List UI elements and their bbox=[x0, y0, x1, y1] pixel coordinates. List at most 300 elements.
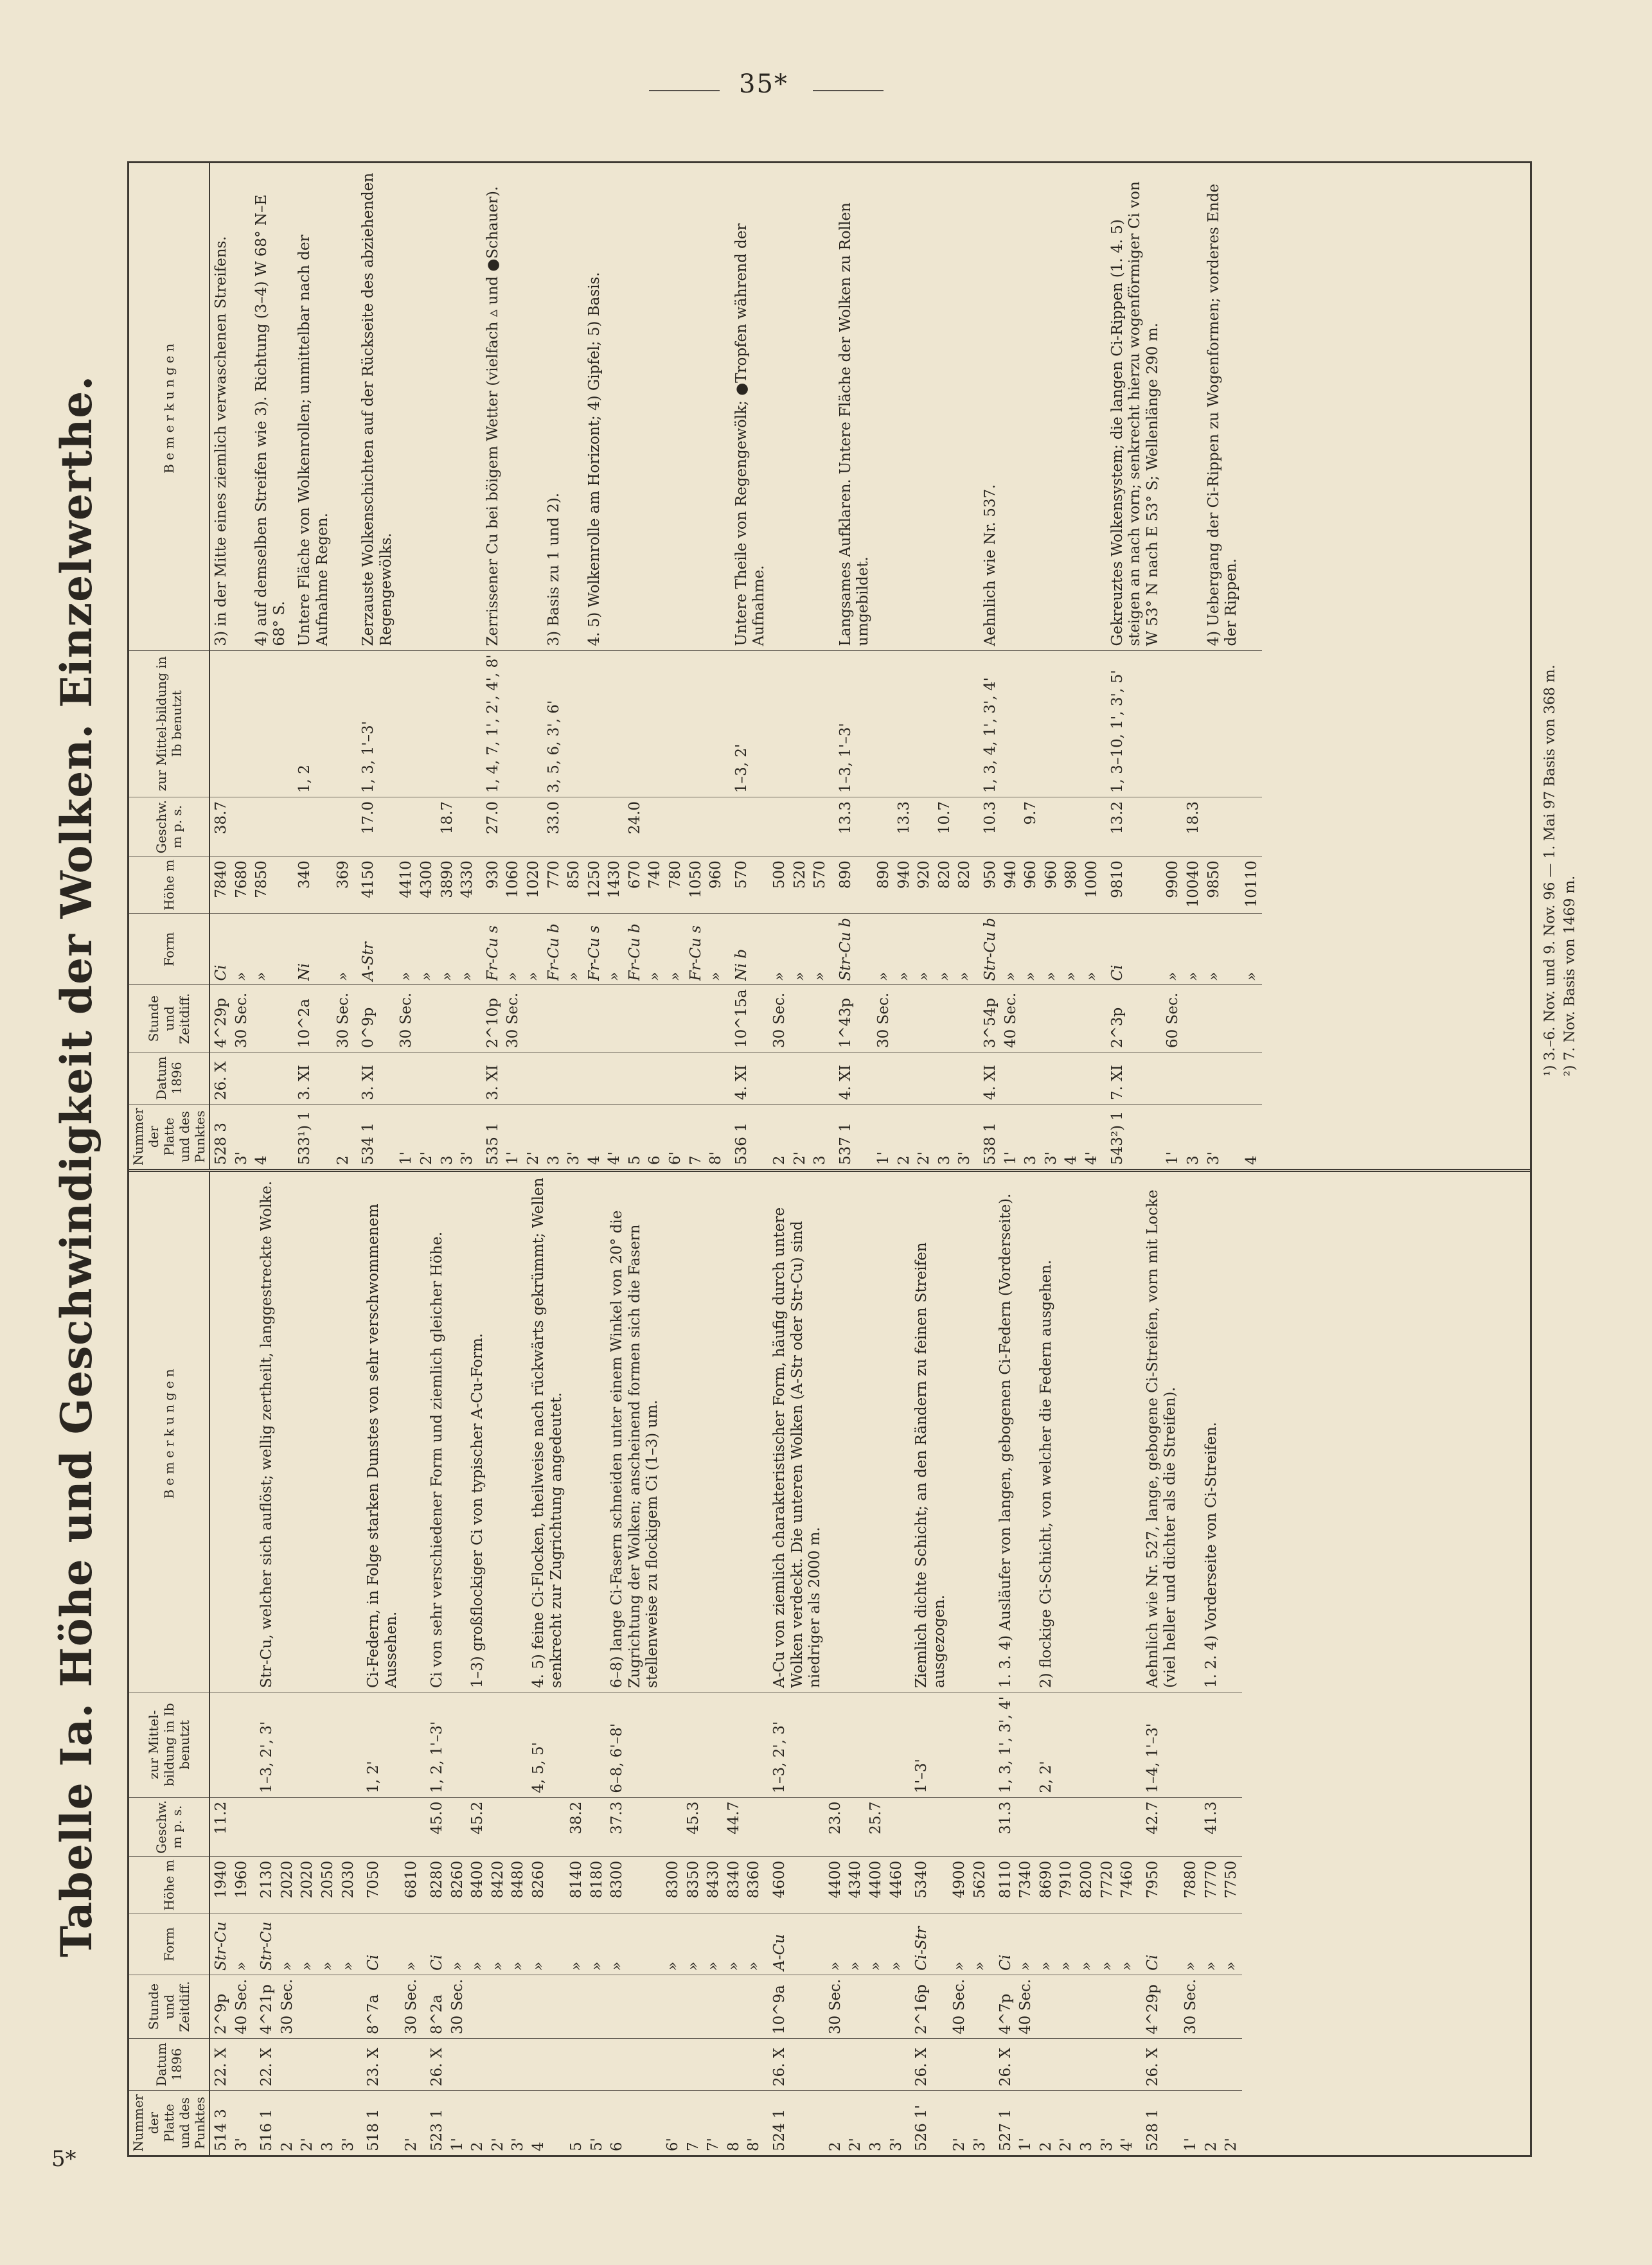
row-form: Ci bbox=[209, 914, 232, 985]
row-form: Str-Cu bbox=[252, 1914, 278, 1975]
row-hoehe: 520 bbox=[790, 857, 811, 914]
row-hoehe: 1940 bbox=[209, 1856, 232, 1914]
row-nr: 5' bbox=[587, 2091, 608, 2156]
row-hoehe: 7720 bbox=[1097, 1856, 1118, 1914]
table-row bbox=[564, 163, 585, 1169]
row-hoehe: 8180 bbox=[587, 1856, 608, 1914]
row-datum bbox=[704, 2039, 724, 2091]
row-nr: 3 bbox=[438, 1105, 458, 1169]
table-row bbox=[209, 1172, 232, 2155]
row-bemerkung: 4) auf demselben Streifen wie 3). Richtung (3–4) W 68° N–E 68° S. bbox=[253, 194, 288, 646]
header-bemerkungen: Bemerkungen bbox=[129, 163, 209, 650]
row-nr: 536 1 bbox=[727, 1105, 770, 1169]
row-geschw bbox=[333, 797, 354, 856]
row-nr: 3' bbox=[1097, 2091, 1118, 2156]
row-hoehe: 2020 bbox=[278, 1856, 298, 1914]
row-bemerkung bbox=[770, 163, 790, 650]
row-stunde bbox=[724, 1975, 745, 2038]
row-form: » bbox=[1163, 914, 1184, 985]
row-datum bbox=[1163, 1053, 1184, 1105]
row-stunde: 30 Sec. bbox=[770, 985, 790, 1053]
row-mittel bbox=[209, 650, 232, 797]
row-stunde bbox=[625, 985, 646, 1053]
row-geschw bbox=[359, 1797, 402, 1856]
table-row bbox=[587, 1172, 608, 2155]
row-geschw bbox=[587, 1797, 608, 1856]
row-form: » bbox=[529, 1914, 567, 1975]
row-mittel bbox=[704, 1692, 724, 1797]
table-row bbox=[1181, 1172, 1202, 2155]
row-bemerkung bbox=[438, 163, 458, 650]
row-geschw bbox=[887, 1797, 907, 1856]
row-geschw: 41.3 bbox=[1202, 1797, 1222, 1856]
row-nr: 1' bbox=[1163, 1105, 1184, 1169]
row-bemerkung bbox=[278, 1172, 298, 1692]
table-row bbox=[950, 1172, 970, 2155]
table-row bbox=[503, 163, 524, 1169]
row-bemerkung: Zerzauste Wolkenschichten auf der Rückseite des abziehenden Regengewölks. bbox=[360, 172, 395, 646]
row-hoehe: 570 bbox=[727, 857, 770, 914]
row-mittel bbox=[1221, 1692, 1242, 1797]
row-hoehe: 4410 bbox=[396, 857, 417, 914]
row-geschw bbox=[1016, 1797, 1036, 1856]
table-row bbox=[209, 163, 232, 1169]
row-mittel bbox=[826, 1692, 846, 1797]
row-bemerkung bbox=[232, 163, 253, 650]
row-form: Fr-Cu b bbox=[625, 914, 646, 985]
row-hoehe: 4900 bbox=[950, 1856, 970, 1914]
row-geschw bbox=[1077, 1797, 1097, 1856]
row-datum: 23. X bbox=[359, 2039, 402, 2091]
row-nr: 4' bbox=[1117, 2091, 1138, 2156]
row-geschw bbox=[706, 797, 727, 856]
row-hoehe: 9850 bbox=[1204, 857, 1242, 914]
row-mittel bbox=[1204, 650, 1242, 797]
row-geschw bbox=[1097, 1797, 1118, 1856]
row-stunde bbox=[666, 985, 686, 1053]
row-geschw: 44.7 bbox=[724, 1797, 745, 1856]
table-row bbox=[907, 1172, 950, 2155]
row-hoehe: 7340 bbox=[1016, 1856, 1036, 1914]
row-datum bbox=[1184, 1053, 1204, 1105]
row-datum bbox=[252, 1053, 290, 1105]
row-datum: 3. XI bbox=[478, 1053, 504, 1105]
row-form: » bbox=[1021, 914, 1042, 985]
header-nr: Nummer der Platte und des Punktes bbox=[129, 2091, 209, 2156]
row-nr: 1' bbox=[1001, 1105, 1022, 1169]
row-mittel: 4, 5, 5' bbox=[529, 1692, 567, 1797]
row-bemerkung: Gekreuztes Wolkensystem; die langen Ci-Rippen (1. 4. 5) steigen an nach vorn; senkrecht hierzu wogenförmiger Ci von W 53° N nach E 53° S; Wellenlänge 290 m. bbox=[1108, 181, 1161, 646]
row-geschw bbox=[396, 797, 417, 856]
row-hoehe: 960 bbox=[1042, 857, 1062, 914]
row-stunde bbox=[955, 985, 975, 1053]
row-stunde: 40 Sec. bbox=[232, 1975, 253, 2038]
row-mittel: 1–3, 1'–3' bbox=[831, 650, 874, 797]
row-hoehe: 8300 bbox=[607, 1856, 663, 1914]
row-bemerkung: Aehnlich wie Nr. 537. bbox=[981, 484, 999, 646]
row-nr: 526 1' bbox=[907, 2091, 950, 2156]
table-row bbox=[1202, 1172, 1222, 2155]
row-nr: 4' bbox=[1082, 1105, 1103, 1169]
row-stunde: 4^29p bbox=[1138, 1975, 1181, 2038]
row-geschw bbox=[508, 1797, 529, 1856]
table-row bbox=[1103, 163, 1164, 1169]
table-row bbox=[826, 1172, 846, 2155]
row-hoehe: 7750 bbox=[1221, 1856, 1242, 1914]
row-geschw bbox=[1242, 797, 1263, 856]
row-hoehe: 4340 bbox=[846, 1856, 866, 1914]
row-hoehe: 4600 bbox=[765, 1856, 826, 1914]
row-hoehe: 8690 bbox=[1036, 1856, 1057, 1914]
row-mittel bbox=[252, 650, 290, 797]
row-mittel bbox=[457, 650, 478, 797]
row-bemerkung: 2) flockige Ci-Schicht, von welcher die Federn ausgehen. bbox=[1037, 1259, 1054, 1688]
row-datum bbox=[955, 1053, 975, 1105]
row-datum bbox=[468, 2039, 488, 2091]
table-row bbox=[645, 163, 666, 1169]
row-mittel bbox=[438, 650, 458, 797]
table-row bbox=[318, 1172, 339, 2155]
row-stunde: 2^9p bbox=[209, 1975, 232, 2038]
row-form: » bbox=[790, 914, 811, 985]
row-geschw bbox=[290, 797, 333, 856]
row-bemerkung bbox=[645, 163, 666, 650]
row-mittel: 1'–3' bbox=[907, 1692, 950, 1797]
table-row bbox=[706, 163, 727, 1169]
row-hoehe: 1020 bbox=[524, 857, 544, 914]
row-mittel bbox=[1056, 1692, 1077, 1797]
row-stunde: 4^7p bbox=[991, 1975, 1017, 2038]
row-nr: 2' bbox=[1056, 2091, 1077, 2156]
row-form: » bbox=[663, 1914, 684, 1975]
row-form: » bbox=[1042, 914, 1062, 985]
header-datum: Datum 1896 bbox=[129, 2039, 209, 2091]
row-form: » bbox=[724, 1914, 745, 1975]
table-row bbox=[684, 1172, 704, 2155]
row-hoehe: 8350 bbox=[684, 1856, 704, 1914]
row-nr: 5 bbox=[625, 1105, 646, 1169]
row-nr: 3 bbox=[1077, 2091, 1097, 2156]
row-bemerkung bbox=[396, 163, 417, 650]
row-geschw bbox=[874, 797, 894, 856]
row-form: Fr-Cu s bbox=[478, 914, 504, 985]
row-hoehe: 6810 bbox=[402, 1856, 422, 1914]
row-stunde bbox=[488, 1975, 509, 2038]
row-hoehe: 8340 bbox=[724, 1856, 745, 1914]
row-datum bbox=[1001, 1053, 1022, 1105]
row-geschw bbox=[1001, 797, 1022, 856]
row-hoehe: 9900 bbox=[1163, 857, 1184, 914]
row-datum: 4. XI bbox=[975, 1053, 1001, 1105]
row-stunde: 40 Sec. bbox=[950, 1975, 970, 2038]
row-hoehe: 3890 bbox=[438, 857, 458, 914]
row-bemerkung bbox=[209, 1172, 232, 1692]
row-stunde bbox=[1061, 985, 1082, 1053]
row-form: » bbox=[396, 914, 417, 985]
row-hoehe: 890 bbox=[874, 857, 894, 914]
row-stunde: 30 Sec. bbox=[448, 1975, 468, 2038]
row-hoehe: 8140 bbox=[567, 1856, 587, 1914]
row-bemerkung bbox=[1181, 1172, 1202, 1692]
row-hoehe: 980 bbox=[1061, 857, 1082, 914]
row-bemerkung bbox=[663, 1172, 684, 1692]
row-nr: 528 3 bbox=[209, 1105, 232, 1169]
row-hoehe: 7910 bbox=[1056, 1856, 1077, 1914]
row-hoehe: 820 bbox=[935, 857, 955, 914]
table-row bbox=[866, 1172, 887, 2155]
table-row bbox=[874, 163, 894, 1169]
row-mittel bbox=[587, 1692, 608, 1797]
row-stunde bbox=[529, 1975, 567, 2038]
row-mittel bbox=[1242, 650, 1263, 797]
row-datum bbox=[402, 2039, 422, 2091]
row-mittel bbox=[724, 1692, 745, 1797]
row-mittel bbox=[1097, 1692, 1118, 1797]
row-nr: 8 bbox=[724, 2091, 745, 2156]
row-geschw bbox=[503, 797, 524, 856]
header-row bbox=[129, 163, 209, 1169]
row-bemerkung bbox=[1016, 1172, 1036, 1692]
row-stunde: 30 Sec. bbox=[396, 985, 417, 1053]
row-geschw bbox=[770, 797, 790, 856]
row-form: A-Cu bbox=[765, 1914, 826, 1975]
row-stunde: 2^3p bbox=[1103, 985, 1164, 1053]
row-datum bbox=[232, 2039, 253, 2091]
table-row bbox=[508, 1172, 529, 2155]
row-form: » bbox=[1202, 1914, 1222, 1975]
row-mittel bbox=[339, 1692, 359, 1797]
row-mittel bbox=[488, 1692, 509, 1797]
row-form: Ci-Str bbox=[907, 1914, 950, 1975]
row-form: » bbox=[1036, 1914, 1057, 1975]
row-bemerkung bbox=[887, 1172, 907, 1692]
row-bemerkung bbox=[1077, 1172, 1097, 1692]
row-form: Ci bbox=[1103, 914, 1164, 985]
row-hoehe: 770 bbox=[544, 857, 565, 914]
row-stunde bbox=[1036, 1975, 1057, 2038]
row-stunde: 30 Sec. bbox=[333, 985, 354, 1053]
row-mittel: 1–3, 2', 3' bbox=[765, 1692, 826, 1797]
row-datum bbox=[1242, 1053, 1263, 1105]
row-datum bbox=[1077, 2039, 1097, 2091]
row-stunde: 0^9p bbox=[353, 985, 396, 1053]
row-stunde bbox=[866, 1975, 887, 2038]
row-hoehe: 7840 bbox=[209, 857, 232, 914]
table-row bbox=[1016, 1172, 1036, 2155]
row-form: » bbox=[564, 914, 585, 985]
table-row bbox=[663, 1172, 684, 2155]
row-nr: 3 bbox=[1184, 1105, 1204, 1169]
row-nr: 3 bbox=[1021, 1105, 1042, 1169]
row-datum bbox=[1097, 2039, 1118, 2091]
row-nr: 1' bbox=[503, 1105, 524, 1169]
row-form: Ci bbox=[991, 1914, 1017, 1975]
row-mittel bbox=[564, 650, 585, 797]
row-nr: 3' bbox=[564, 1105, 585, 1169]
row-hoehe: 950 bbox=[975, 857, 1001, 914]
table-row bbox=[232, 1172, 253, 2155]
row-geschw bbox=[1061, 797, 1082, 856]
row-mittel bbox=[209, 1692, 232, 1797]
row-bemerkung: Ci von sehr verschiedener Form und ziemlich gleicher Höhe. bbox=[428, 1231, 445, 1688]
row-mittel bbox=[666, 650, 686, 797]
row-datum bbox=[333, 1053, 354, 1105]
row-form: » bbox=[605, 914, 625, 985]
row-form: » bbox=[488, 1914, 509, 1975]
row-datum: 3. XI bbox=[290, 1053, 333, 1105]
row-nr: 2' bbox=[298, 2091, 318, 2156]
row-datum bbox=[232, 1053, 253, 1105]
footnote-1: ¹) 3.–6. Nov. und 9. Nov. 96 — 1. Mai 97 Basis von 368 m. bbox=[1542, 664, 1558, 1076]
row-bemerkung: Zerrissener Cu bei böigem Wetter (vielfach ▵ und ●Schauer). bbox=[484, 186, 501, 646]
row-datum bbox=[914, 1053, 935, 1105]
row-stunde bbox=[1117, 1975, 1138, 2038]
row-nr: 533¹) 1 bbox=[290, 1105, 333, 1169]
row-bemerkung bbox=[333, 163, 354, 650]
row-stunde: 4^29p bbox=[209, 985, 232, 1053]
row-bemerkung bbox=[894, 163, 915, 650]
table-row bbox=[585, 163, 605, 1169]
row-nr: 6 bbox=[607, 2091, 663, 2156]
row-hoehe: 2050 bbox=[318, 1856, 339, 1914]
row-nr: 537 1 bbox=[831, 1105, 874, 1169]
row-mittel: 6–8, 6'–8' bbox=[607, 1692, 663, 1797]
row-form: » bbox=[1221, 1914, 1242, 1975]
row-nr: 8' bbox=[744, 2091, 765, 2156]
table-row bbox=[1097, 1172, 1118, 2155]
header-form: Form bbox=[129, 1914, 209, 1975]
row-mittel bbox=[914, 650, 935, 797]
row-form: » bbox=[468, 1914, 488, 1975]
row-bemerkung: Untere Fläche von Wolkenrollen; unmittelbar nach der Aufnahme Regen. bbox=[296, 235, 331, 646]
row-stunde bbox=[585, 985, 605, 1053]
row-bemerkung: Langsames Aufklaren. Untere Fläche der Wolken zu Rollen umgebildet. bbox=[837, 202, 872, 646]
table-row bbox=[339, 1172, 359, 2155]
row-stunde: 30 Sec. bbox=[402, 1975, 422, 2038]
row-bemerkung bbox=[625, 163, 646, 650]
row-mittel bbox=[1016, 1692, 1036, 1797]
row-geschw: 45.2 bbox=[468, 1797, 488, 1856]
row-nr: 514 3 bbox=[209, 2091, 232, 2156]
row-nr: 2' bbox=[1221, 2091, 1242, 2156]
table-left bbox=[129, 1172, 1242, 2155]
row-stunde bbox=[524, 985, 544, 1053]
table-row bbox=[831, 163, 874, 1169]
table-row bbox=[252, 163, 290, 1169]
row-mittel: 1, 3, 4, 1', 3', 4' bbox=[975, 650, 1001, 797]
row-geschw bbox=[402, 1797, 422, 1856]
table-right bbox=[129, 163, 1262, 1169]
row-hoehe: 4300 bbox=[417, 857, 438, 914]
row-bemerkung bbox=[503, 163, 524, 650]
row-stunde: 4^21p bbox=[252, 1975, 278, 2038]
row-bemerkung bbox=[790, 163, 811, 650]
row-bemerkung bbox=[866, 1172, 887, 1692]
table-row bbox=[666, 163, 686, 1169]
row-datum bbox=[744, 2039, 765, 2091]
table-row bbox=[1061, 163, 1082, 1169]
row-geschw bbox=[605, 797, 625, 856]
row-geschw bbox=[663, 1797, 684, 1856]
row-datum bbox=[935, 1053, 955, 1105]
row-nr: 4 bbox=[252, 1105, 290, 1169]
row-bemerkung bbox=[402, 1172, 422, 1692]
row-bemerkung: 4) Uebergang der Ci-Rippen zu Wogenformen; vorderes Ende der Rippen. bbox=[1205, 183, 1240, 646]
row-geschw bbox=[1163, 797, 1184, 856]
row-stunde: 30 Sec. bbox=[874, 985, 894, 1053]
row-form: » bbox=[1077, 1914, 1097, 1975]
row-mittel bbox=[1202, 1692, 1222, 1797]
row-geschw bbox=[524, 797, 544, 856]
row-datum: 26. X bbox=[209, 1053, 232, 1105]
row-datum bbox=[1082, 1053, 1103, 1105]
row-stunde bbox=[1242, 985, 1263, 1053]
table-row bbox=[457, 163, 478, 1169]
row-hoehe: 8420 bbox=[488, 1856, 509, 1914]
row-form: » bbox=[866, 1914, 887, 1975]
row-hoehe: 9810 bbox=[1103, 857, 1164, 914]
row-mittel bbox=[605, 650, 625, 797]
row-nr: 7 bbox=[686, 1105, 707, 1169]
row-geschw: 13.3 bbox=[894, 797, 915, 856]
row-datum bbox=[866, 2039, 887, 2091]
row-stunde bbox=[544, 985, 565, 1053]
row-hoehe: 4400 bbox=[826, 1856, 846, 1914]
row-stunde bbox=[810, 985, 831, 1053]
row-stunde bbox=[1204, 985, 1242, 1053]
row-datum bbox=[524, 1053, 544, 1105]
row-datum: 22. X bbox=[252, 2039, 278, 2091]
row-geschw bbox=[765, 1797, 826, 1856]
row-nr: 518 1 bbox=[359, 2091, 402, 2156]
row-form: » bbox=[318, 1914, 339, 1975]
row-hoehe: 500 bbox=[770, 857, 790, 914]
table-row bbox=[544, 163, 565, 1169]
row-datum bbox=[1021, 1053, 1042, 1105]
row-mittel bbox=[770, 650, 790, 797]
row-bemerkung bbox=[846, 1172, 866, 1692]
row-stunde bbox=[1097, 1975, 1118, 2038]
row-mittel bbox=[935, 650, 955, 797]
row-mittel bbox=[663, 1692, 684, 1797]
row-mittel: 1–3, 2', 3' bbox=[252, 1692, 278, 1797]
row-datum bbox=[666, 1053, 686, 1105]
row-form: » bbox=[1001, 914, 1022, 985]
table-row bbox=[524, 163, 544, 1169]
row-mittel bbox=[645, 650, 666, 797]
row-stunde bbox=[318, 1975, 339, 2038]
row-datum bbox=[544, 1053, 565, 1105]
table-row bbox=[724, 1172, 745, 2155]
row-geschw bbox=[914, 797, 935, 856]
row-stunde: 8^7a bbox=[359, 1975, 402, 2038]
row-form: Ni b bbox=[727, 914, 770, 985]
row-geschw bbox=[252, 1797, 278, 1856]
row-stunde: 40 Sec. bbox=[1016, 1975, 1036, 2038]
row-form: Ni bbox=[290, 914, 333, 985]
row-stunde bbox=[846, 1975, 866, 2038]
row-bemerkung: 1. 2. 4) Vorderseite von Ci-Streifen. bbox=[1202, 1422, 1220, 1688]
row-datum bbox=[529, 2039, 567, 2091]
header-stunde: Stunde und Zeitdiff. bbox=[129, 1975, 209, 2038]
row-hoehe: 8110 bbox=[991, 1856, 1017, 1914]
row-stunde bbox=[686, 985, 707, 1053]
row-bemerkung: 3) Basis zu 1 und 2). bbox=[545, 492, 562, 646]
row-nr: 528 1 bbox=[1138, 2091, 1181, 2156]
row-form: » bbox=[298, 1914, 318, 1975]
row-bemerkung bbox=[1061, 163, 1082, 650]
row-geschw bbox=[955, 797, 975, 856]
